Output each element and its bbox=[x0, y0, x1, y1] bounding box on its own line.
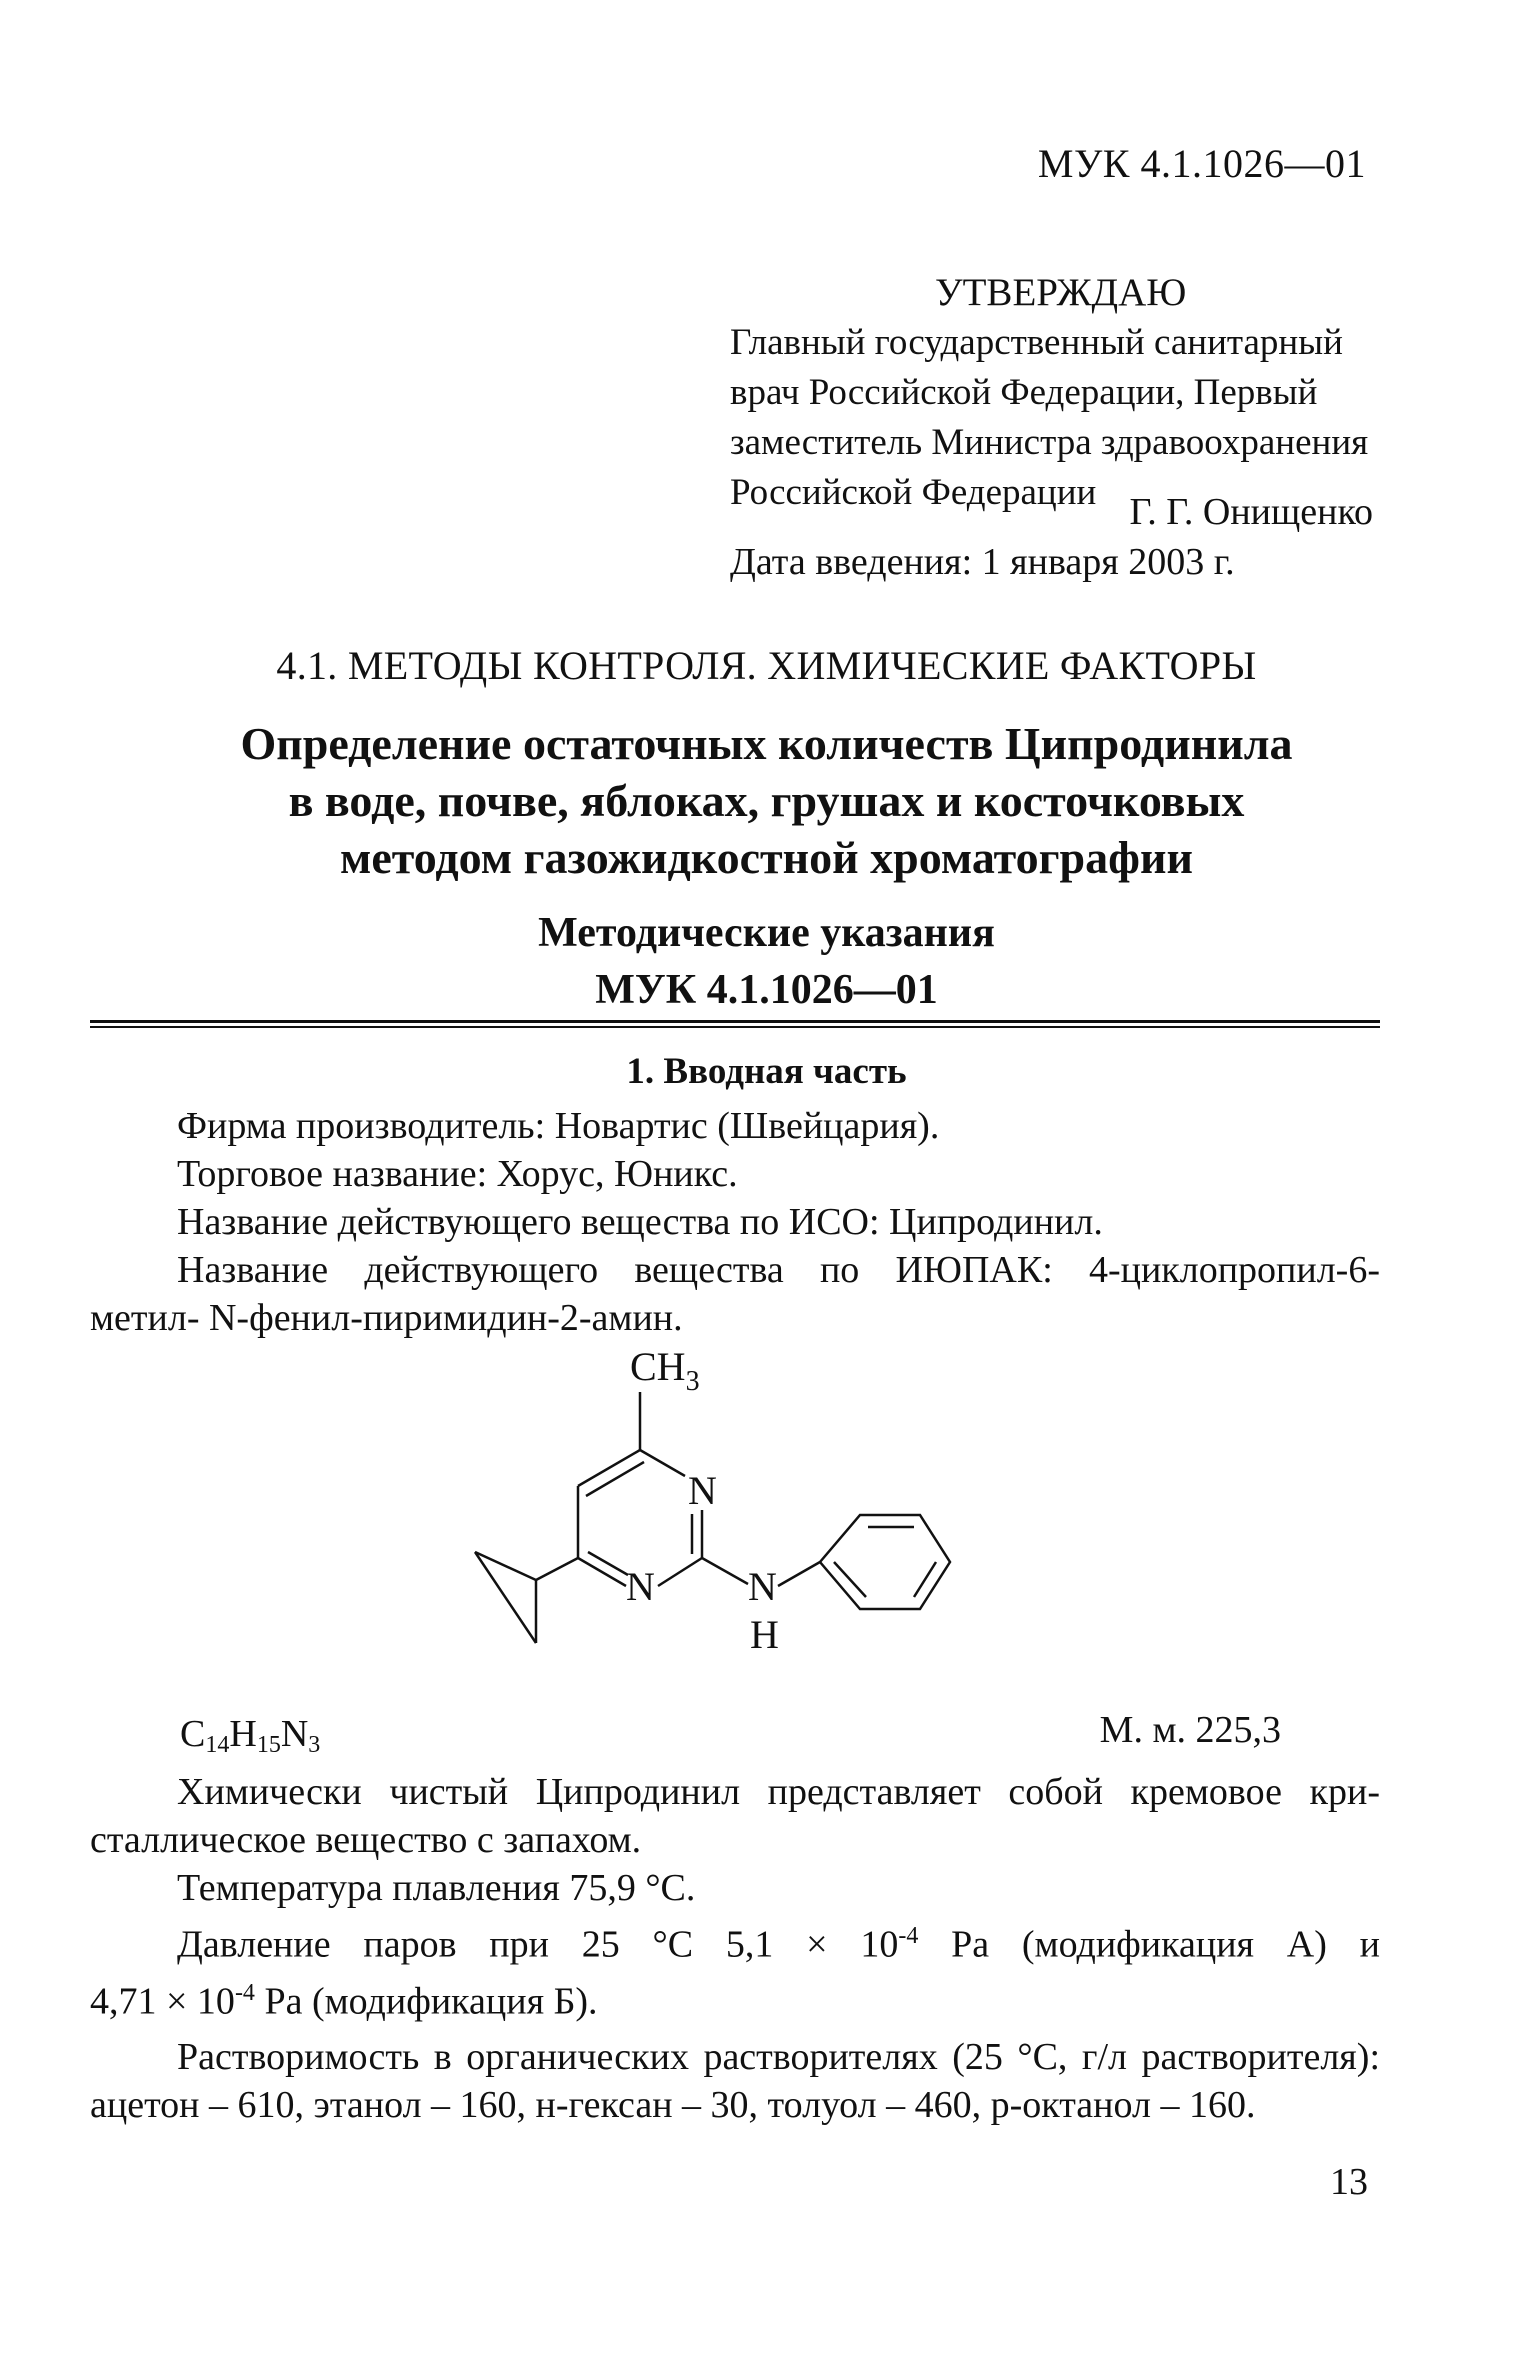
signer-name: Г. Г. Онищенко bbox=[1129, 491, 1373, 533]
amine-bond bbox=[702, 1558, 748, 1584]
ring-bond bbox=[578, 1450, 640, 1486]
approval-line: Главный государственный санитарный bbox=[730, 322, 1343, 363]
intro-heading: 1. Вводная часть bbox=[626, 1051, 907, 1092]
vapor-pressure-b-unit: Ра (модификация Б). bbox=[254, 1980, 598, 2023]
amine-nitrogen: N bbox=[748, 1564, 777, 1609]
ring-double-bond bbox=[586, 1462, 644, 1496]
solubility-line: Растворимость в органических растворителях (25 °С, г/л растворителя): bbox=[177, 2036, 1380, 2079]
melting-point: Температура плавления 75,9 °С. bbox=[177, 1867, 696, 1909]
iso-name-line: Название действующего вещества по ИСО: Ципродинил. bbox=[177, 1201, 1103, 1243]
ch3-subscript: 3 bbox=[685, 1366, 700, 1397]
iupac-name-line: Название действующего вещества по ИЮПАК: 4-циклопропил-6- bbox=[177, 1249, 1380, 1291]
ring-nitrogen-top: N bbox=[688, 1468, 717, 1513]
properties-text bbox=[90, 1768, 1380, 2129]
approval-line: заместитель Министра здравоохранения bbox=[730, 422, 1369, 463]
vapor-pressure-line bbox=[90, 1912, 1380, 1969]
phenyl-double-bond bbox=[834, 1562, 866, 1597]
intro-text bbox=[90, 1102, 1380, 1342]
iupac-name-continuation: метил- N-фенил-пиримидин-2-амин. bbox=[90, 1297, 683, 1339]
document-subtitle bbox=[0, 905, 1533, 1019]
page-number: 13 bbox=[1330, 2161, 1368, 2203]
formula-nitrogen-count: 3 bbox=[308, 1732, 321, 1758]
approval-line: Российской Федерации bbox=[730, 472, 1097, 513]
formula-hydrogen: H bbox=[229, 1713, 257, 1755]
title-line: в воде, почве, яблоках, грушах и косточковых bbox=[288, 775, 1245, 826]
approval-line: врач Российской Федерации, Первый bbox=[730, 372, 1318, 413]
ring-double-bond bbox=[588, 1552, 628, 1575]
divider-thick bbox=[90, 1020, 1380, 1023]
vapor-pressure-a-exponent: -4 bbox=[898, 1923, 919, 1949]
title-line: Определение остаточных количеств Ципродинила bbox=[240, 718, 1293, 769]
vapor-pressure-a: Давление паров при 25 °С 5,1 × 10 bbox=[177, 1923, 899, 1966]
ring-bond bbox=[578, 1558, 626, 1586]
vapor-pressure-a-unit: Ра (модификация А) и bbox=[918, 1923, 1381, 1966]
trade-name-line: Торговое название: Хорус, Юникс. bbox=[177, 1153, 738, 1195]
ch3-text: CH bbox=[630, 1344, 686, 1389]
divider-thin bbox=[90, 1026, 1380, 1028]
title-line: методом газожидкостной хроматографии bbox=[340, 832, 1193, 883]
vapor-pressure-continuation bbox=[90, 1969, 1380, 2026]
cyprodinil-structure-diagram bbox=[430, 1330, 1030, 1710]
description-continuation: сталлическое вещество с запахом. bbox=[90, 1819, 642, 1861]
molecular-formula bbox=[180, 1712, 320, 1759]
approval-block bbox=[730, 268, 1380, 518]
document-code: МУК 4.1.1026—01 bbox=[1037, 141, 1366, 186]
formula-carbon-count: 14 bbox=[205, 1732, 230, 1758]
subtitle-line: МУК 4.1.1026—01 bbox=[595, 967, 938, 1013]
ring-bond bbox=[640, 1450, 685, 1476]
phenyl-bond bbox=[778, 1562, 820, 1586]
molar-mass: М. м. 225,3 bbox=[1099, 1709, 1281, 1751]
document-title bbox=[0, 715, 1533, 886]
ring-nitrogen-bottom: N bbox=[626, 1564, 655, 1609]
description-line: Химически чистый Ципродинил представляет собой кремовое кри- bbox=[177, 1771, 1380, 1813]
structure-labels bbox=[626, 1344, 779, 1657]
cyclopropyl-bond bbox=[536, 1558, 578, 1580]
vapor-pressure-b-exponent: -4 bbox=[234, 1979, 255, 2006]
section-heading: 4.1. МЕТОДЫ КОНТРОЛЯ. ХИМИЧЕСКИЕ ФАКТОРЫ bbox=[276, 643, 1257, 688]
phenyl-ring bbox=[820, 1515, 950, 1609]
ring-bond bbox=[658, 1558, 702, 1586]
structure-bonds bbox=[475, 1392, 950, 1643]
formula-nitrogen: N bbox=[280, 1713, 309, 1755]
formula-hydrogen-count: 15 bbox=[256, 1732, 281, 1758]
subtitle-line: Методические указания bbox=[538, 910, 995, 956]
solubility-continuation: ацетон – 610, этанол – 160, н-гексан – 30, толуол – 460, р-октанол – 160. bbox=[90, 2084, 1256, 2127]
vapor-pressure-b: 4,71 × 10 bbox=[90, 1980, 235, 2023]
manufacturer-line: Фирма производитель: Новартис (Швейцария). bbox=[177, 1105, 940, 1147]
phenyl-double-bond bbox=[914, 1562, 936, 1597]
approval-title: УТВЕРЖДАЮ bbox=[935, 271, 1187, 314]
ch3-label bbox=[630, 1344, 700, 1397]
amine-hydrogen: H bbox=[750, 1612, 779, 1657]
introduction-date: Дата введения: 1 января 2003 г. bbox=[730, 541, 1235, 583]
formula-carbon: C bbox=[180, 1713, 206, 1755]
